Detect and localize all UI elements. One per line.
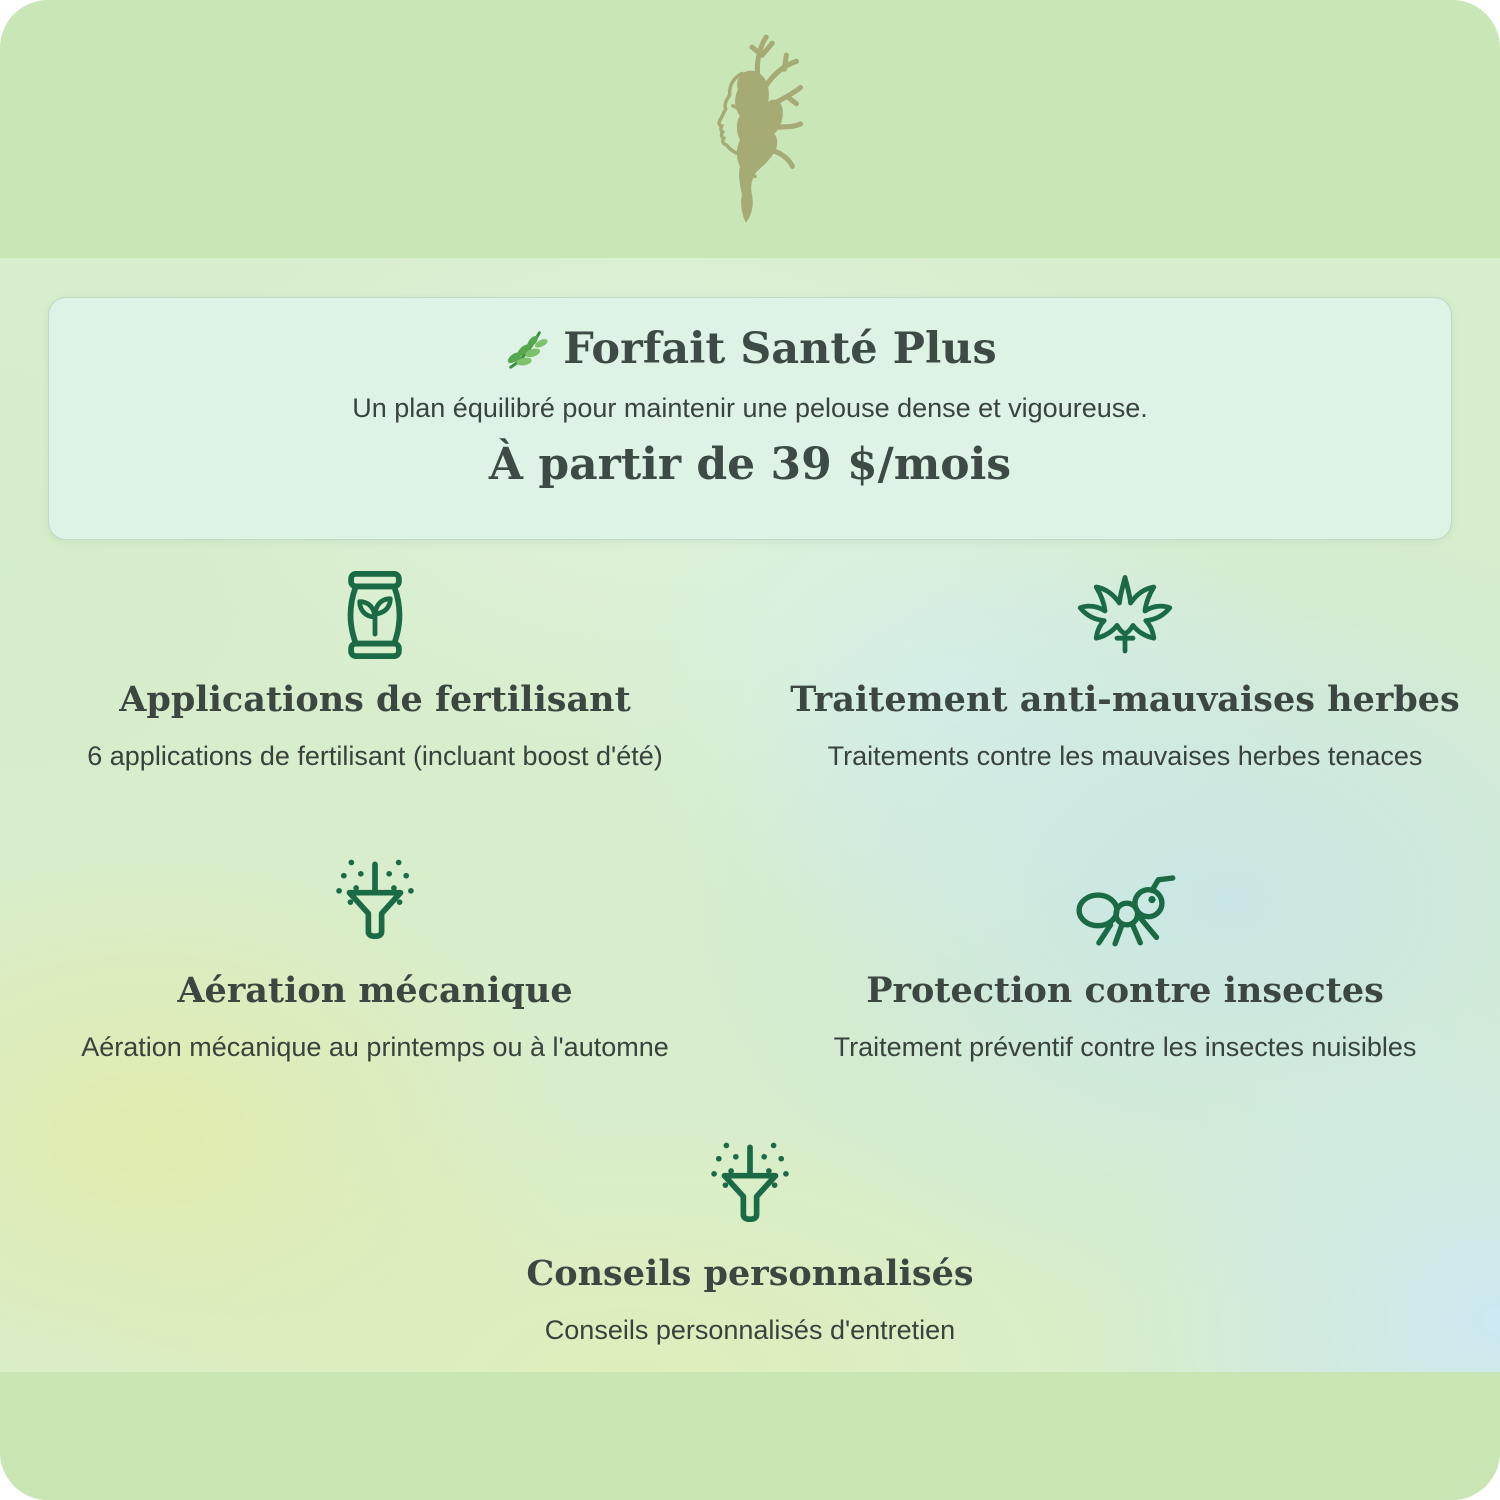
brand-logo-icon <box>685 27 815 239</box>
fertilizer-bag-icon <box>30 556 720 674</box>
feature-description: Conseils personnalisés d'entretien <box>544 1315 956 1346</box>
plan-title-row <box>49 324 1451 376</box>
feature-weed-control <box>750 556 1500 774</box>
weed-leaf-icon <box>780 556 1470 674</box>
feature-title: Conseils personnalisés <box>526 1253 974 1294</box>
feature-title: Protection contre insectes <box>866 970 1384 1011</box>
herb-sprig-icon <box>503 327 549 373</box>
feature-row-1 <box>0 556 1500 774</box>
plan-price: À partir de 39 $/mois <box>488 439 1012 491</box>
feature-description: Aération mécanique au printemps ou à l'automne <box>81 1032 669 1063</box>
aerator-spreader-icon <box>30 845 720 965</box>
feature-title: Aération mécanique <box>177 970 573 1011</box>
feature-row-2 <box>0 845 1500 1065</box>
feature-aeration <box>0 845 750 1065</box>
feature-title: Traitement anti-mauvaises herbes <box>790 679 1460 720</box>
footer-band <box>0 1372 1500 1500</box>
feature-row-3 <box>0 1128 1500 1348</box>
feature-advice <box>0 1128 1500 1348</box>
plan-subtitle: Un plan équilibré pour maintenir une pelouse dense et vigoureuse. <box>352 392 1148 423</box>
feature-title: Applications de fertilisant <box>119 679 631 720</box>
feature-fertilizer <box>0 556 750 774</box>
advice-spreader-icon <box>30 1128 1470 1248</box>
ant-icon <box>780 845 1470 965</box>
plan-card <box>48 297 1452 540</box>
feature-insect-protection <box>750 845 1500 1065</box>
header-band <box>0 0 1500 258</box>
plan-title: Forfait Santé Plus <box>563 324 997 374</box>
feature-description: 6 applications de fertilisant (incluant boost d'été) <box>87 741 663 772</box>
feature-description: Traitements contre les mauvaises herbes tenaces <box>827 741 1423 772</box>
feature-description: Traitement préventif contre les insectes nuisibles <box>833 1032 1417 1063</box>
